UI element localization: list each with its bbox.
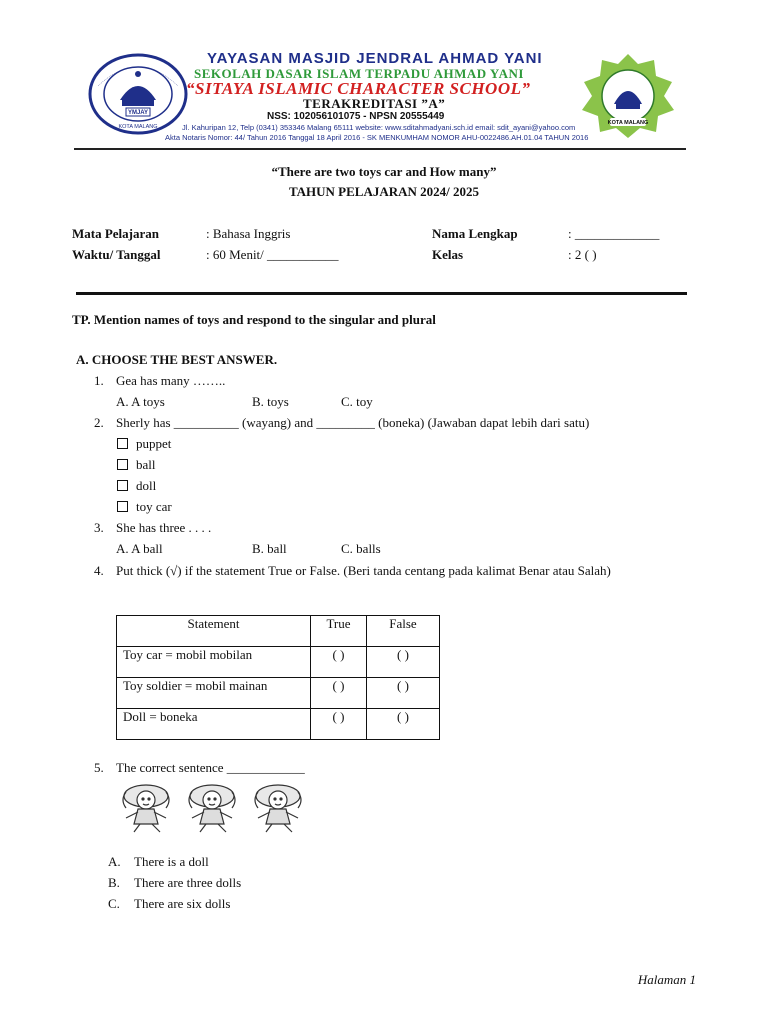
statement-cell: Toy soldier = mobil mainan xyxy=(117,678,311,709)
q1-number: 1. xyxy=(94,373,104,388)
school-address: Jl. Kahuripan 12, Telp (0341) 353346 Malang 65111 website: www.sditahmadyani.sch.id email: sdit_ayani@yahoo.com xyxy=(182,123,576,132)
q5-option-c-letter: C. xyxy=(108,896,120,911)
name-label: Nama Lengkap xyxy=(432,226,518,241)
q5-number: 5. xyxy=(94,760,104,775)
table-row xyxy=(117,709,440,740)
class-label: Kelas xyxy=(432,247,464,262)
true-cell[interactable]: ( ) xyxy=(311,678,367,709)
school-logo-icon xyxy=(576,52,680,138)
q5-option-c[interactable]: There are six dolls xyxy=(134,896,231,911)
q2-option-label: toy car xyxy=(136,499,172,514)
table-row xyxy=(117,678,440,709)
foundation-name: YAYASAN MASJID JENDRAL AHMAD YANI xyxy=(207,50,543,67)
q1-option-c[interactable]: C. toy xyxy=(341,394,373,409)
foundation-logo-icon xyxy=(86,52,190,136)
statement-cell: Doll = boneka xyxy=(117,709,311,740)
q1-text: Gea has many …….. xyxy=(116,373,226,388)
svg-text:KOTA MALANG: KOTA MALANG xyxy=(118,124,158,130)
accreditation: TERAKREDITASI ”A” xyxy=(303,96,446,111)
q5-option-b-letter: B. xyxy=(108,875,120,890)
table-header-false: False xyxy=(367,616,440,647)
checkbox-icon[interactable] xyxy=(117,459,128,470)
time-label: Waktu/ Tanggal xyxy=(72,247,161,262)
statement-cell: Toy car = mobil mobilan xyxy=(117,647,311,678)
q3-number: 3. xyxy=(94,520,104,535)
learning-objective: TP. Mention names of toys and respond to the singular and plural xyxy=(72,312,436,327)
true-cell[interactable]: ( ) xyxy=(311,647,367,678)
q2-option-label: ball xyxy=(136,457,156,472)
table-row xyxy=(117,647,440,678)
class-value[interactable]: : 2 ( ) xyxy=(568,247,597,262)
three-dolls-icon xyxy=(116,780,312,834)
q4-number: 4. xyxy=(94,563,104,578)
q2-option-doll[interactable] xyxy=(117,478,156,494)
table-header-true: True xyxy=(311,616,367,647)
school-name: SEKOLAH DASAR ISLAM TERPADU AHMAD YANI xyxy=(194,66,524,81)
q2-option-toy-car[interactable] xyxy=(117,499,172,515)
q2-option-label: doll xyxy=(136,478,157,493)
table-header-row xyxy=(117,616,440,647)
q1-option-b[interactable]: B. toys xyxy=(252,394,289,409)
section-a-heading: A. CHOOSE THE BEST ANSWER. xyxy=(76,352,278,367)
subject-value: : Bahasa Inggris xyxy=(206,226,291,241)
info-divider xyxy=(76,292,687,295)
checkbox-icon[interactable] xyxy=(117,480,128,491)
false-cell[interactable]: ( ) xyxy=(367,678,440,709)
q4-text: Put thick (√) if the statement True or False. (Beri tanda centang pada kalimat Benar atau Salah) xyxy=(116,563,611,578)
page-number: Halaman 1 xyxy=(637,972,696,987)
nss-npsn: NSS: 102056101075 - NPSN 20555449 xyxy=(267,111,445,122)
q3-text: She has three . . . . xyxy=(116,520,212,535)
school-character-name: “SITAYA ISLAMIC CHARACTER SCHOOL” xyxy=(186,79,531,98)
notary-info: Akta Notaris Nomor: 44/ Tahun 2016 Tanggal 18 April 2016 - SK MENKUMHAM NOMOR AHU-0022486.AH.01.04 TAHUN 2016 xyxy=(165,133,589,142)
worksheet-title: “There are two toys car and How many” xyxy=(271,164,497,179)
checkbox-icon[interactable] xyxy=(117,438,128,449)
q2-number: 2. xyxy=(94,415,104,430)
time-value[interactable]: : 60 Menit/ ___________ xyxy=(206,247,339,262)
q1-option-a[interactable]: A. A toys xyxy=(116,394,165,409)
svg-text:KOTA MALANG: KOTA MALANG xyxy=(607,120,649,126)
true-false-table xyxy=(116,615,440,740)
q5-text: The correct sentence ____________ xyxy=(116,760,305,775)
header-divider xyxy=(74,148,686,150)
q5-option-a-letter: A. xyxy=(108,854,121,869)
q2-text: Sherly has __________ (wayang) and _________ (boneka) (Jawaban dapat lebih dari satu) xyxy=(116,415,590,430)
subject-label: Mata Pelajaran xyxy=(72,226,160,241)
false-cell[interactable]: ( ) xyxy=(367,709,440,740)
q3-option-c[interactable]: C. balls xyxy=(341,541,381,556)
name-value[interactable]: : _____________ xyxy=(568,226,660,241)
checkbox-icon[interactable] xyxy=(117,501,128,512)
q5-option-a[interactable]: There is a doll xyxy=(134,854,209,869)
true-cell[interactable]: ( ) xyxy=(311,709,367,740)
table-header-statement: Statement xyxy=(117,616,311,647)
q3-option-b[interactable]: B. ball xyxy=(252,541,287,556)
q2-option-label: puppet xyxy=(136,436,172,451)
q3-option-a[interactable]: A. A ball xyxy=(116,541,163,556)
q2-option-puppet[interactable] xyxy=(117,436,171,452)
false-cell[interactable]: ( ) xyxy=(367,647,440,678)
q5-option-b[interactable]: There are three dolls xyxy=(134,875,242,890)
svg-text:YMJAY: YMJAY xyxy=(127,110,149,116)
academic-year: TAHUN PELAJARAN 2024/ 2025 xyxy=(288,184,480,199)
q2-option-ball[interactable] xyxy=(117,457,156,473)
